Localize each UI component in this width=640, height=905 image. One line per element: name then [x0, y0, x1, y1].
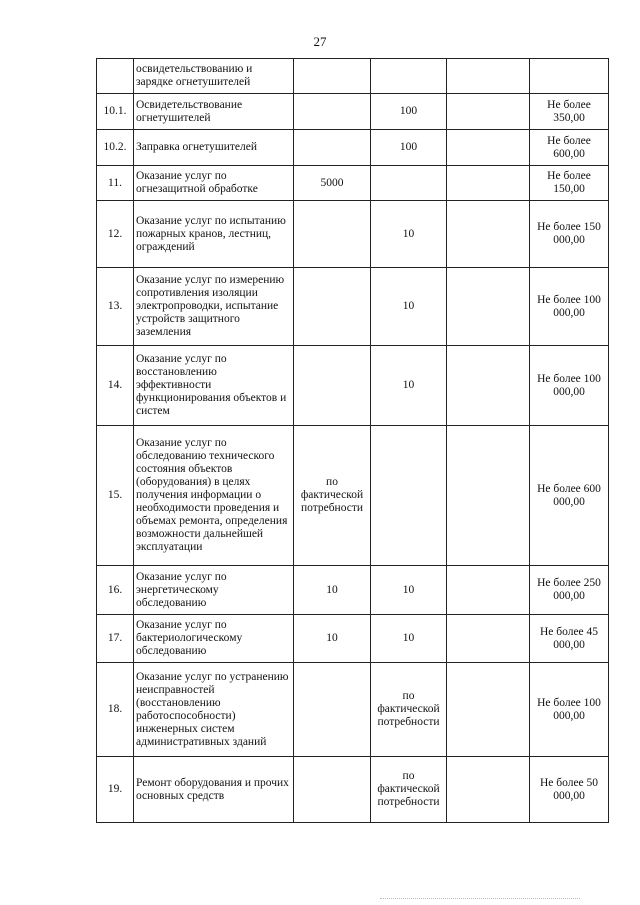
price-cell: Не более 100 000,00 — [530, 346, 609, 426]
table-row — [97, 566, 609, 615]
table-row — [97, 268, 609, 346]
quantity-cell — [294, 201, 371, 268]
service-name: Оказание услуг по испытанию пожарных кранов, лестниц, ограждений — [134, 201, 294, 268]
service-name: Оказание услуг по обследованию технического состояния объектов (оборудования) в целях получения информации о необходимости проведения и объемах ремонта, определения возможности дальнейшей эксплуатации — [134, 426, 294, 566]
services-table — [96, 58, 609, 823]
row-number: 14. — [97, 346, 134, 426]
quantity-cell: 100 — [371, 94, 447, 130]
table-row — [97, 59, 609, 94]
quantity-cell: 10 — [294, 566, 371, 615]
quantity-cell — [294, 130, 371, 166]
quantity-cell — [447, 566, 530, 615]
quantity-cell — [371, 426, 447, 566]
quantity-cell — [447, 130, 530, 166]
price-cell: Не более 150 000,00 — [530, 201, 609, 268]
quantity-cell — [447, 59, 530, 94]
quantity-cell — [447, 615, 530, 663]
quantity-cell — [447, 268, 530, 346]
scan-artifact — [380, 898, 580, 901]
table-row — [97, 94, 609, 130]
row-number: 16. — [97, 566, 134, 615]
service-name: Оказание услуг по измерению сопротивления изоляции электропроводки, испытание устройств защитного заземления — [134, 268, 294, 346]
table-row — [97, 663, 609, 757]
quantity-cell — [294, 268, 371, 346]
service-name: Оказание услуг по огнезащитной обработке — [134, 166, 294, 201]
quantity-cell: по фактической потребности — [371, 663, 447, 757]
quantity-cell: 10 — [294, 615, 371, 663]
row-number: 18. — [97, 663, 134, 757]
price-cell: Не более 50 000,00 — [530, 757, 609, 823]
quantity-cell: по фактической потребности — [294, 426, 371, 566]
row-number — [97, 59, 134, 94]
price-cell — [530, 59, 609, 94]
quantity-cell — [447, 346, 530, 426]
service-name: Освидетельствование огнетушителей — [134, 94, 294, 130]
row-number: 10.2. — [97, 130, 134, 166]
row-number: 10.1. — [97, 94, 134, 130]
quantity-cell: 10 — [371, 201, 447, 268]
quantity-cell — [447, 94, 530, 130]
service-name: Оказание услуг по энергетическому обследованию — [134, 566, 294, 615]
price-cell: Не более 600,00 — [530, 130, 609, 166]
quantity-cell: 5000 — [294, 166, 371, 201]
price-cell: Не более 100 000,00 — [530, 663, 609, 757]
table-row — [97, 615, 609, 663]
row-number: 17. — [97, 615, 134, 663]
price-cell: Не более 250 000,00 — [530, 566, 609, 615]
quantity-cell — [294, 94, 371, 130]
quantity-cell — [294, 59, 371, 94]
quantity-cell — [447, 757, 530, 823]
price-cell: Не более 350,00 — [530, 94, 609, 130]
quantity-cell — [447, 426, 530, 566]
price-cell: Не более 45 000,00 — [530, 615, 609, 663]
quantity-cell — [447, 166, 530, 201]
quantity-cell: 10 — [371, 566, 447, 615]
table-row — [97, 346, 609, 426]
quantity-cell: 100 — [371, 130, 447, 166]
quantity-cell — [294, 663, 371, 757]
row-number: 13. — [97, 268, 134, 346]
service-name: Оказание услуг по восстановлению эффективности функционирования объектов и систем — [134, 346, 294, 426]
row-number: 12. — [97, 201, 134, 268]
row-number: 19. — [97, 757, 134, 823]
price-cell: Не более 100 000,00 — [530, 268, 609, 346]
quantity-cell — [371, 59, 447, 94]
table-row — [97, 757, 609, 823]
quantity-cell — [294, 757, 371, 823]
quantity-cell — [447, 201, 530, 268]
price-cell: Не более 150,00 — [530, 166, 609, 201]
quantity-cell — [371, 166, 447, 201]
quantity-cell: 10 — [371, 268, 447, 346]
service-name: Заправка огнетушителей — [134, 130, 294, 166]
quantity-cell: 10 — [371, 615, 447, 663]
table-row — [97, 130, 609, 166]
quantity-cell: 10 — [371, 346, 447, 426]
table-row — [97, 201, 609, 268]
service-name: Оказание услуг по бактериологическому обследованию — [134, 615, 294, 663]
table-row — [97, 426, 609, 566]
row-number: 15. — [97, 426, 134, 566]
quantity-cell: по фактической потребности — [371, 757, 447, 823]
table-row — [97, 166, 609, 201]
quantity-cell — [447, 663, 530, 757]
quantity-cell — [294, 346, 371, 426]
price-cell: Не более 600 000,00 — [530, 426, 609, 566]
page-number: 27 — [313, 34, 327, 49]
service-name: Ремонт оборудования и прочих основных средств — [134, 757, 294, 823]
service-name: освидетельствованию и зарядке огнетушителей — [134, 59, 294, 94]
row-number: 11. — [97, 166, 134, 201]
service-name: Оказание услуг по устранению неисправностей (восстановлению работоспособности) инженерных систем административных зданий — [134, 663, 294, 757]
